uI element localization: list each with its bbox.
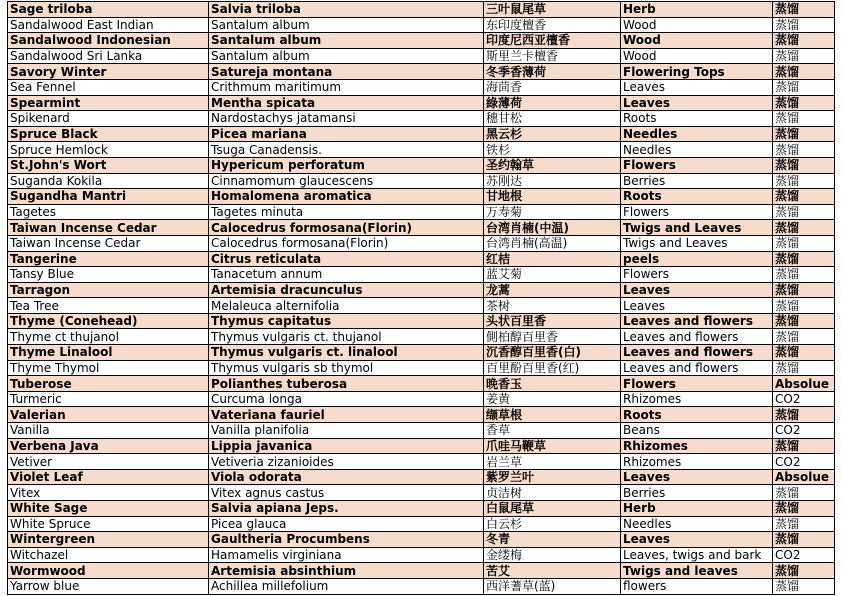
extraction-method-cell: 蒸馏 [773, 563, 835, 579]
extraction-method-cell: CO2 [773, 547, 835, 563]
chinese-name-cell: 綠薄荷 [484, 95, 621, 111]
latin-name-cell: Santalum album [209, 33, 484, 49]
plant-part-cell: Herb [621, 501, 773, 517]
plant-part-cell: Leaves [621, 469, 773, 485]
plant-part-cell: Leaves [621, 282, 773, 298]
extraction-method-cell: 蒸馏 [773, 345, 835, 361]
chinese-name-cell: 台湾肖楠(高温) [484, 235, 621, 251]
common-name-cell: Taiwan Incense Cedar [8, 235, 209, 251]
extraction-method-cell: 蒸馏 [773, 220, 835, 236]
latin-name-cell: Tagetes minuta [209, 204, 484, 220]
latin-name-cell: Viola odorata [209, 469, 484, 485]
extraction-method-cell: 蒸馏 [773, 501, 835, 517]
latin-name-cell: Vanilla planifolia [209, 423, 484, 439]
chinese-name-cell: 三叶鼠尾草 [484, 2, 621, 18]
common-name-cell: Thyme Thymol [8, 360, 209, 376]
plant-part-cell: Leaves and flowers [621, 329, 773, 345]
chinese-name-cell: 红桔 [484, 251, 621, 267]
latin-name-cell: Homalomena aromatica [209, 189, 484, 205]
plant-part-cell: Needles [621, 142, 773, 158]
latin-name-cell: Crithmum maritimum [209, 79, 484, 95]
chinese-name-cell: 西洋蓍草(蓝) [484, 578, 621, 594]
plant-part-cell: Flowers [621, 157, 773, 173]
chinese-name-cell: 姜黄 [484, 391, 621, 407]
extraction-method-cell: 蒸馏 [773, 516, 835, 532]
common-name-cell: Thyme Linalool [8, 345, 209, 361]
common-name-cell: Savory Winter [8, 64, 209, 80]
latin-name-cell: Hamamelis virginiana [209, 547, 484, 563]
chinese-name-cell: 紫罗兰叶 [484, 469, 621, 485]
extraction-method-cell: CO2 [773, 423, 835, 439]
latin-name-cell: Calocedrus formosana(Florin) [209, 235, 484, 251]
plant-part-cell: Rhizomes [621, 438, 773, 454]
extraction-method-cell: 蒸馏 [773, 438, 835, 454]
chinese-name-cell: 香草 [484, 423, 621, 439]
plant-part-cell: Roots [621, 189, 773, 205]
extraction-method-cell: 蒸馏 [773, 360, 835, 376]
table-row [8, 282, 835, 298]
chinese-name-cell: 印度尼西亚檀香 [484, 33, 621, 49]
common-name-cell: Witchazel [8, 547, 209, 563]
table-row [8, 345, 835, 361]
common-name-cell: Spruce Black [8, 126, 209, 142]
common-name-cell: Wintergreen [8, 532, 209, 548]
table-row [8, 407, 835, 423]
extraction-method-cell: 蒸馏 [773, 142, 835, 158]
chinese-name-cell: 側柏醇百里香 [484, 329, 621, 345]
chinese-name-cell: 龙蒿 [484, 282, 621, 298]
common-name-cell: Thyme (Conehead) [8, 313, 209, 329]
latin-name-cell: Cinnamomum glaucescens [209, 173, 484, 189]
table-row [8, 563, 835, 579]
latin-name-cell: Picea mariana [209, 126, 484, 142]
latin-name-cell: Thymus capitatus [209, 313, 484, 329]
extraction-method-cell: 蒸馏 [773, 251, 835, 267]
table-row [8, 48, 835, 64]
extraction-method-cell: 蒸馏 [773, 111, 835, 127]
extraction-method-cell: 蒸馏 [773, 173, 835, 189]
table-row [8, 376, 835, 392]
plant-part-cell: Twigs and Leaves [621, 220, 773, 236]
chinese-name-cell: 茶树 [484, 298, 621, 314]
common-name-cell: Valerian [8, 407, 209, 423]
plant-part-cell: Flowering Tops [621, 64, 773, 80]
plant-part-cell: Leaves and flowers [621, 360, 773, 376]
common-name-cell: Yarrow blue [8, 578, 209, 594]
table-row [8, 220, 835, 236]
extraction-method-cell: 蒸馏 [773, 157, 835, 173]
latin-name-cell: Santalum album [209, 17, 484, 33]
latin-name-cell: Tanacetum annum [209, 267, 484, 283]
chinese-name-cell: 苦艾 [484, 563, 621, 579]
common-name-cell: Spearmint [8, 95, 209, 111]
common-name-cell: Suganda Kokila [8, 173, 209, 189]
latin-name-cell: Hypericum perforatum [209, 157, 484, 173]
table-row [8, 79, 835, 95]
extraction-method-cell: 蒸馏 [773, 33, 835, 49]
chinese-name-cell: 缬草根 [484, 407, 621, 423]
common-name-cell: Wormwood [8, 563, 209, 579]
chinese-name-cell: 沉香醇百里香(白) [484, 345, 621, 361]
chinese-name-cell: 贞洁树 [484, 485, 621, 501]
plant-part-cell: Flowers [621, 267, 773, 283]
common-name-cell: Tuberose [8, 376, 209, 392]
common-name-cell: White Spruce [8, 516, 209, 532]
latin-name-cell: Santalum album [209, 48, 484, 64]
chinese-name-cell: 圣约翰草 [484, 157, 621, 173]
common-name-cell: St.John's Wort [8, 157, 209, 173]
chinese-name-cell: 黑云杉 [484, 126, 621, 142]
common-name-cell: Tagetes [8, 204, 209, 220]
chinese-name-cell: 甘地根 [484, 189, 621, 205]
chinese-name-cell: 百里酚百里香(红) [484, 360, 621, 376]
table-row [8, 2, 835, 18]
table-row [8, 547, 835, 563]
chinese-name-cell: 穗甘松 [484, 111, 621, 127]
common-name-cell: Verbena Java [8, 438, 209, 454]
table-row [8, 423, 835, 439]
common-name-cell: Tansy Blue [8, 267, 209, 283]
plant-part-cell: Leaves [621, 95, 773, 111]
table-row [8, 329, 835, 345]
plant-part-cell: Berries [621, 485, 773, 501]
table-row [8, 485, 835, 501]
extraction-method-cell: 蒸馏 [773, 532, 835, 548]
extraction-method-cell: 蒸馏 [773, 48, 835, 64]
plant-part-cell: Wood [621, 48, 773, 64]
extraction-method-cell: 蒸馏 [773, 485, 835, 501]
chinese-name-cell: 冬季香薄荷 [484, 64, 621, 80]
table-row [8, 189, 835, 205]
common-name-cell: Tarragon [8, 282, 209, 298]
extraction-method-cell: 蒸馏 [773, 282, 835, 298]
latin-name-cell: Curcuma longa [209, 391, 484, 407]
common-name-cell: Spruce Hemlock [8, 142, 209, 158]
table-row [8, 267, 835, 283]
plant-part-cell: flowers [621, 578, 773, 594]
latin-name-cell: Vetiveria zizanioides [209, 454, 484, 470]
table-row [8, 578, 835, 594]
table-row [8, 235, 835, 251]
chinese-name-cell: 晚香玉 [484, 376, 621, 392]
chinese-name-cell: 白鼠尾草 [484, 501, 621, 517]
plant-part-cell: Herb [621, 2, 773, 18]
common-name-cell: Violet Leaf [8, 469, 209, 485]
extraction-method-cell: 蒸馏 [773, 126, 835, 142]
table-row [8, 360, 835, 376]
latin-name-cell: Artemisia dracunculus [209, 282, 484, 298]
extraction-method-cell: 蒸馏 [773, 235, 835, 251]
table-row [8, 204, 835, 220]
table-row [8, 157, 835, 173]
essential-oil-table [7, 1, 835, 595]
common-name-cell: Tangerine [8, 251, 209, 267]
common-name-cell: Sea Fennel [8, 79, 209, 95]
plant-part-cell: Leaves, twigs and bark [621, 547, 773, 563]
plant-part-cell: Leaves [621, 79, 773, 95]
extraction-method-cell: 蒸馏 [773, 189, 835, 205]
table-row [8, 438, 835, 454]
extraction-method-cell: 蒸馏 [773, 298, 835, 314]
common-name-cell: Sandalwood Indonesian [8, 33, 209, 49]
plant-part-cell: Rhizomes [621, 454, 773, 470]
table-row [8, 173, 835, 189]
table-row [8, 532, 835, 548]
extraction-method-cell: 蒸馏 [773, 2, 835, 18]
table-row [8, 298, 835, 314]
chinese-name-cell: 台湾肖楠(中温) [484, 220, 621, 236]
chinese-name-cell: 金缕梅 [484, 547, 621, 563]
latin-name-cell: Vateriana fauriel [209, 407, 484, 423]
extraction-method-cell: Absolue [773, 469, 835, 485]
table-row [8, 469, 835, 485]
extraction-method-cell: 蒸馏 [773, 17, 835, 33]
table-row [8, 454, 835, 470]
extraction-method-cell: CO2 [773, 391, 835, 407]
extraction-method-cell: 蒸馏 [773, 95, 835, 111]
extraction-method-cell: 蒸馏 [773, 329, 835, 345]
extraction-method-cell: CO2 [773, 454, 835, 470]
extraction-method-cell: 蒸馏 [773, 204, 835, 220]
chinese-name-cell: 岩兰草 [484, 454, 621, 470]
extraction-method-cell: 蒸馏 [773, 578, 835, 594]
extraction-method-cell: Absolue [773, 376, 835, 392]
latin-name-cell: Citrus reticulata [209, 251, 484, 267]
plant-part-cell: Leaves [621, 298, 773, 314]
plant-part-cell: Berries [621, 173, 773, 189]
plant-part-cell: Twigs and leaves [621, 563, 773, 579]
table-row [8, 126, 835, 142]
plant-part-cell: Needles [621, 516, 773, 532]
plant-part-cell: Wood [621, 33, 773, 49]
latin-name-cell: Nardostachys jatamansi [209, 111, 484, 127]
common-name-cell: Sage triloba [8, 2, 209, 18]
common-name-cell: Vetiver [8, 454, 209, 470]
plant-part-cell: Flowers [621, 204, 773, 220]
latin-name-cell: Artemisia absinthium [209, 563, 484, 579]
plant-part-cell: Roots [621, 111, 773, 127]
plant-part-cell: Leaves and flowers [621, 313, 773, 329]
oil-table-sheet [7, 1, 834, 595]
chinese-name-cell: 白云杉 [484, 516, 621, 532]
table-row [8, 95, 835, 111]
table-row [8, 516, 835, 532]
chinese-name-cell: 海茴香 [484, 79, 621, 95]
table-row [8, 313, 835, 329]
table-row [8, 111, 835, 127]
plant-part-cell: Rhizomes [621, 391, 773, 407]
chinese-name-cell: 斯里兰卡檀香 [484, 48, 621, 64]
common-name-cell: Thyme ct thujanol [8, 329, 209, 345]
latin-name-cell: Calocedrus formosana(Florin) [209, 220, 484, 236]
plant-part-cell: peels [621, 251, 773, 267]
extraction-method-cell: 蒸馏 [773, 267, 835, 283]
common-name-cell: Vitex [8, 485, 209, 501]
chinese-name-cell: 万寿菊 [484, 204, 621, 220]
table-row [8, 17, 835, 33]
extraction-method-cell: 蒸馏 [773, 407, 835, 423]
table-row [8, 391, 835, 407]
latin-name-cell: Achillea millefolium [209, 578, 484, 594]
common-name-cell: Taiwan Incense Cedar [8, 220, 209, 236]
latin-name-cell: Polianthes tuberosa [209, 376, 484, 392]
extraction-method-cell: 蒸馏 [773, 64, 835, 80]
chinese-name-cell: 苏刚达 [484, 173, 621, 189]
table-row [8, 142, 835, 158]
common-name-cell: Tea Tree [8, 298, 209, 314]
chinese-name-cell: 爪哇马鞭草 [484, 438, 621, 454]
plant-part-cell: Beans [621, 423, 773, 439]
latin-name-cell: Salvia apiana Jeps. [209, 501, 484, 517]
chinese-name-cell: 冬青 [484, 532, 621, 548]
table-row [8, 64, 835, 80]
common-name-cell: Sandalwood Sri Lanka [8, 48, 209, 64]
plant-part-cell: Leaves [621, 532, 773, 548]
plant-part-cell: Wood [621, 17, 773, 33]
plant-part-cell: Needles [621, 126, 773, 142]
latin-name-cell: Vitex agnus castus [209, 485, 484, 501]
chinese-name-cell: 蓝艾菊 [484, 267, 621, 283]
common-name-cell: Sandalwood East Indian [8, 17, 209, 33]
common-name-cell: Vanilla [8, 423, 209, 439]
table-row [8, 33, 835, 49]
latin-name-cell: Lippia javanica [209, 438, 484, 454]
extraction-method-cell: 蒸馏 [773, 313, 835, 329]
latin-name-cell: Thymus vulgaris ct. thujanol [209, 329, 484, 345]
latin-name-cell: Gaultheria Procumbens [209, 532, 484, 548]
latin-name-cell: Salvia triloba [209, 2, 484, 18]
plant-part-cell: Roots [621, 407, 773, 423]
latin-name-cell: Picea glauca [209, 516, 484, 532]
latin-name-cell: Satureja montana [209, 64, 484, 80]
common-name-cell: White Sage [8, 501, 209, 517]
plant-part-cell: Flowers [621, 376, 773, 392]
latin-name-cell: Thymus vulgaris sb thymol [209, 360, 484, 376]
plant-part-cell: Twigs and Leaves [621, 235, 773, 251]
common-name-cell: Spikenard [8, 111, 209, 127]
chinese-name-cell: 东印度檀香 [484, 17, 621, 33]
common-name-cell: Sugandha Mantri [8, 189, 209, 205]
latin-name-cell: Mentha spicata [209, 95, 484, 111]
common-name-cell: Turmeric [8, 391, 209, 407]
latin-name-cell: Melaleuca alternifolia [209, 298, 484, 314]
latin-name-cell: Tsuga Canadensis. [209, 142, 484, 158]
chinese-name-cell: 头状百里香 [484, 313, 621, 329]
latin-name-cell: Thymus vulgaris ct. linalool [209, 345, 484, 361]
essential-oil-table-body [8, 2, 835, 595]
table-row [8, 501, 835, 517]
chinese-name-cell: 铁杉 [484, 142, 621, 158]
plant-part-cell: Leaves and flowers [621, 345, 773, 361]
table-row [8, 251, 835, 267]
extraction-method-cell: 蒸馏 [773, 79, 835, 95]
